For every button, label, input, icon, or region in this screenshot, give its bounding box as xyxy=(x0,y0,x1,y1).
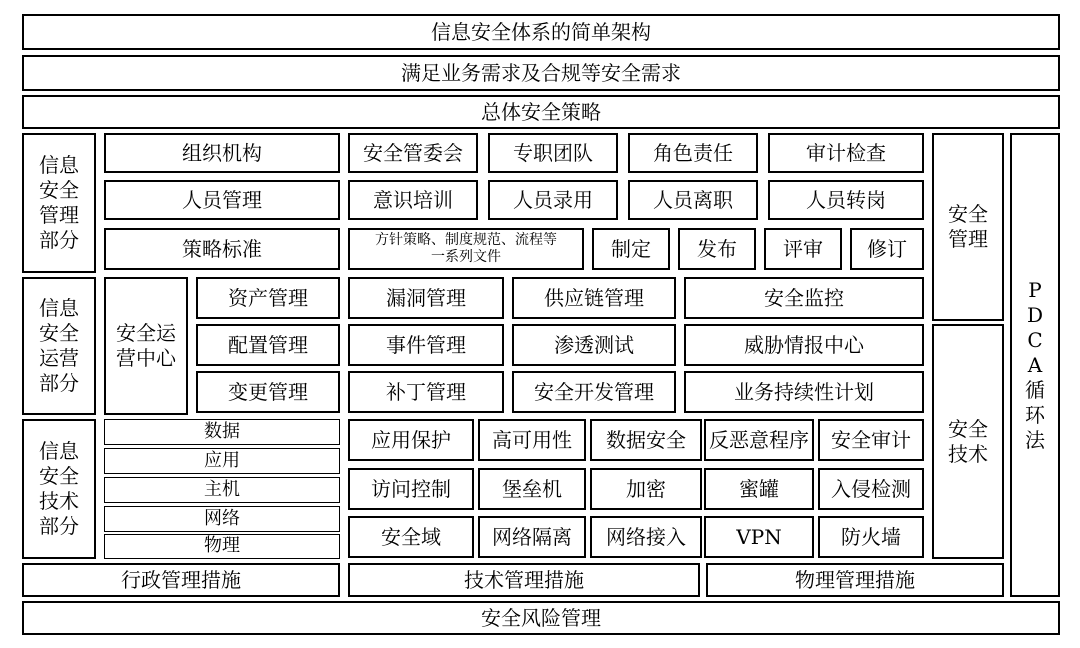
tech-item: 防火墙 xyxy=(818,516,924,558)
mgmt-item: 审计检查 xyxy=(768,133,924,173)
technical-measures: 技术管理措施 xyxy=(348,563,700,597)
ops-item: 渗透测试 xyxy=(512,324,676,366)
administrative-measures: 行政管理措施 xyxy=(22,563,340,597)
ops-item: 漏洞管理 xyxy=(348,277,504,319)
tech-layer: 应用 xyxy=(104,448,340,474)
ops-item: 威胁情报中心 xyxy=(684,324,924,366)
tech-item: 安全域 xyxy=(348,516,474,558)
mgmt-item: 人员转岗 xyxy=(768,180,924,220)
mgmt-item: 意识培训 xyxy=(348,180,478,220)
ops-item: 供应链管理 xyxy=(512,277,676,319)
tech-item: 高可用性 xyxy=(478,419,586,461)
ops-item: 配置管理 xyxy=(196,324,340,366)
tech-item: VPN xyxy=(704,516,814,558)
tech-item: 应用保护 xyxy=(348,419,474,461)
management-section-label: 信息安全管理部分 xyxy=(22,133,96,273)
ops-item: 业务持续性计划 xyxy=(684,371,924,413)
mgmt-item: 角色责任 xyxy=(628,133,758,173)
security-management-box: 安全管理 xyxy=(932,133,1004,321)
tech-layer: 数据 xyxy=(104,419,340,445)
mgmt-item: 专职团队 xyxy=(488,133,618,173)
tech-item: 堡垒机 xyxy=(478,468,586,510)
diagram-title: 信息安全体系的简单架构 xyxy=(22,14,1060,50)
mgmt-row-head: 策略标准 xyxy=(104,228,340,270)
policy-banner: 总体安全策略 xyxy=(22,95,1060,129)
tech-item: 数据安全 xyxy=(590,419,702,461)
requirement-banner: 满足业务需求及合规等安全需求 xyxy=(22,55,1060,91)
mgmt-item: 评审 xyxy=(764,228,842,270)
tech-item: 反恶意程序 xyxy=(704,419,814,461)
tech-item: 网络接入 xyxy=(590,516,702,558)
mgmt-item: 发布 xyxy=(678,228,756,270)
ops-item: 安全开发管理 xyxy=(512,371,676,413)
mgmt-row-head: 组织机构 xyxy=(104,133,340,173)
security-technology-box: 安全技术 xyxy=(932,324,1004,559)
ops-item: 补丁管理 xyxy=(348,371,504,413)
tech-layer: 网络 xyxy=(104,506,340,532)
technology-section-label: 信息安全技术部分 xyxy=(22,419,96,559)
physical-measures: 物理管理措施 xyxy=(706,563,1004,597)
policy-documents: 方针策略、制度规范、流程等一系列文件 xyxy=(348,228,584,270)
tech-item: 加密 xyxy=(590,468,702,510)
ops-item: 资产管理 xyxy=(196,277,340,319)
ops-item: 变更管理 xyxy=(196,371,340,413)
tech-layer: 物理 xyxy=(104,534,340,559)
operations-section-label: 信息安全运营部分 xyxy=(22,277,96,415)
mgmt-item: 人员录用 xyxy=(488,180,618,220)
tech-item: 入侵检测 xyxy=(818,468,924,510)
tech-layer: 主机 xyxy=(104,477,340,503)
mgmt-row-head: 人员管理 xyxy=(104,180,340,220)
tech-item: 网络隔离 xyxy=(478,516,586,558)
ops-item: 事件管理 xyxy=(348,324,504,366)
security-operations-center: 安全运营中心 xyxy=(104,277,188,415)
tech-item: 安全审计 xyxy=(818,419,924,461)
ops-item: 安全监控 xyxy=(684,277,924,319)
mgmt-item: 安全管委会 xyxy=(348,133,478,173)
mgmt-item: 制定 xyxy=(592,228,670,270)
mgmt-item: 修订 xyxy=(850,228,924,270)
tech-item: 访问控制 xyxy=(348,468,474,510)
tech-item: 蜜罐 xyxy=(704,468,814,510)
risk-management-banner: 安全风险管理 xyxy=(22,601,1060,635)
pdca-cycle-box: PDCA循环法 xyxy=(1010,133,1060,597)
mgmt-item: 人员离职 xyxy=(628,180,758,220)
